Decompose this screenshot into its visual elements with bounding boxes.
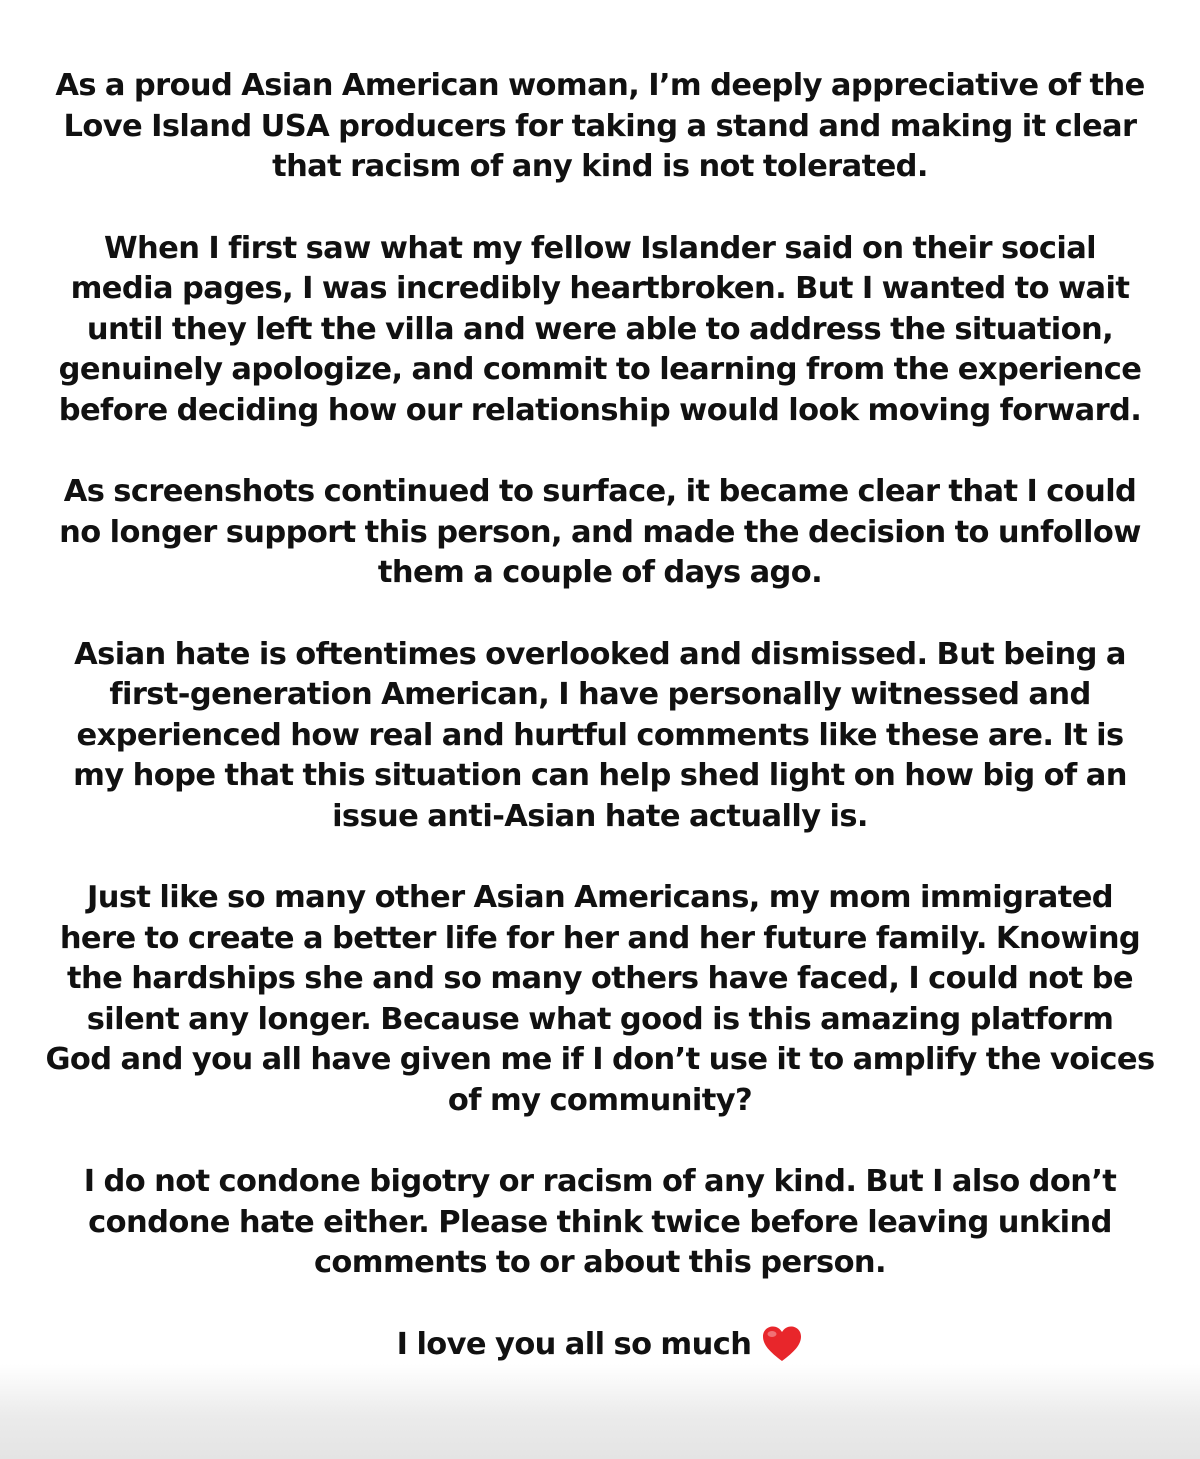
- statement-line: them a couple of days ago.: [377, 555, 823, 590]
- signoff-text: I love you all so much: [396, 1326, 752, 1362]
- statement-paragraph-1: [30, 66, 1170, 188]
- statement-line: the hardships she and so many others have faced, I could not be: [67, 961, 1133, 996]
- statement-line: that racism of any kind is not tolerated.: [272, 149, 928, 184]
- statement-paragraph-4: [30, 635, 1170, 838]
- statement-line: Just like so many other Asian Americans, my mom immigrated: [86, 880, 1114, 915]
- statement-line: here to create a better life for her and her future family. Knowing: [59, 920, 1141, 956]
- statement-line: first-generation American, I have personally witnessed and: [109, 677, 1091, 712]
- statement-line: I do not condone bigotry or racism of any kind. But I also don’t: [83, 1164, 1117, 1199]
- statement-line: condone hate either. Please think twice before leaving unkind: [88, 1204, 1112, 1240]
- statement-line: media pages, I was incredibly heartbroken. But I wanted to wait: [70, 271, 1130, 306]
- statement-line: silent any longer. Because what good is this amazing platform: [86, 1001, 1114, 1037]
- statement-line: until they left the villa and were able to address the situation,: [86, 311, 1114, 347]
- statement-paragraph-2: [30, 229, 1170, 432]
- signoff-line: [30, 1325, 1170, 1366]
- statement-line: When I first saw what my fellow Islander said on their social: [103, 230, 1097, 266]
- statement-line: of my community?: [447, 1082, 753, 1118]
- red-heart-icon: [761, 1325, 803, 1363]
- bottom-gradient: [0, 1364, 1200, 1459]
- statement-line: comments to or about this person.: [313, 1245, 887, 1280]
- statement-paragraph-3: [30, 472, 1170, 594]
- statement-line: God and you all have given me if I don’t use it to amplify the voices: [45, 1042, 1155, 1077]
- statement-line: issue anti-Asian hate actually is.: [332, 798, 868, 834]
- statement-line: As screenshots continued to surface, it became clear that I could: [63, 474, 1137, 509]
- statement-line: Asian hate is oftentimes overlooked and dismissed. But being a: [74, 636, 1126, 672]
- statement-paragraph-5: [30, 878, 1170, 1121]
- statement-line: Love Island USA producers for taking a stand and making it clear: [63, 108, 1137, 144]
- statement-paragraph-6: [30, 1162, 1170, 1284]
- statement-text: [0, 66, 1200, 1406]
- statement-line: genuinely apologize, and commit to learning from the experience: [58, 352, 1142, 387]
- statement-line: before deciding how our relationship would look moving forward.: [58, 392, 1142, 428]
- statement-line: my hope that this situation can help shed light on how big of an: [73, 758, 1127, 793]
- statement-line: As a proud Asian American woman, I’m deeply appreciative of the: [55, 68, 1145, 103]
- statement-line: experienced how real and hurtful comments like these are. It is: [76, 717, 1124, 753]
- statement-line: no longer support this person, and made the decision to unfollow: [59, 514, 1141, 550]
